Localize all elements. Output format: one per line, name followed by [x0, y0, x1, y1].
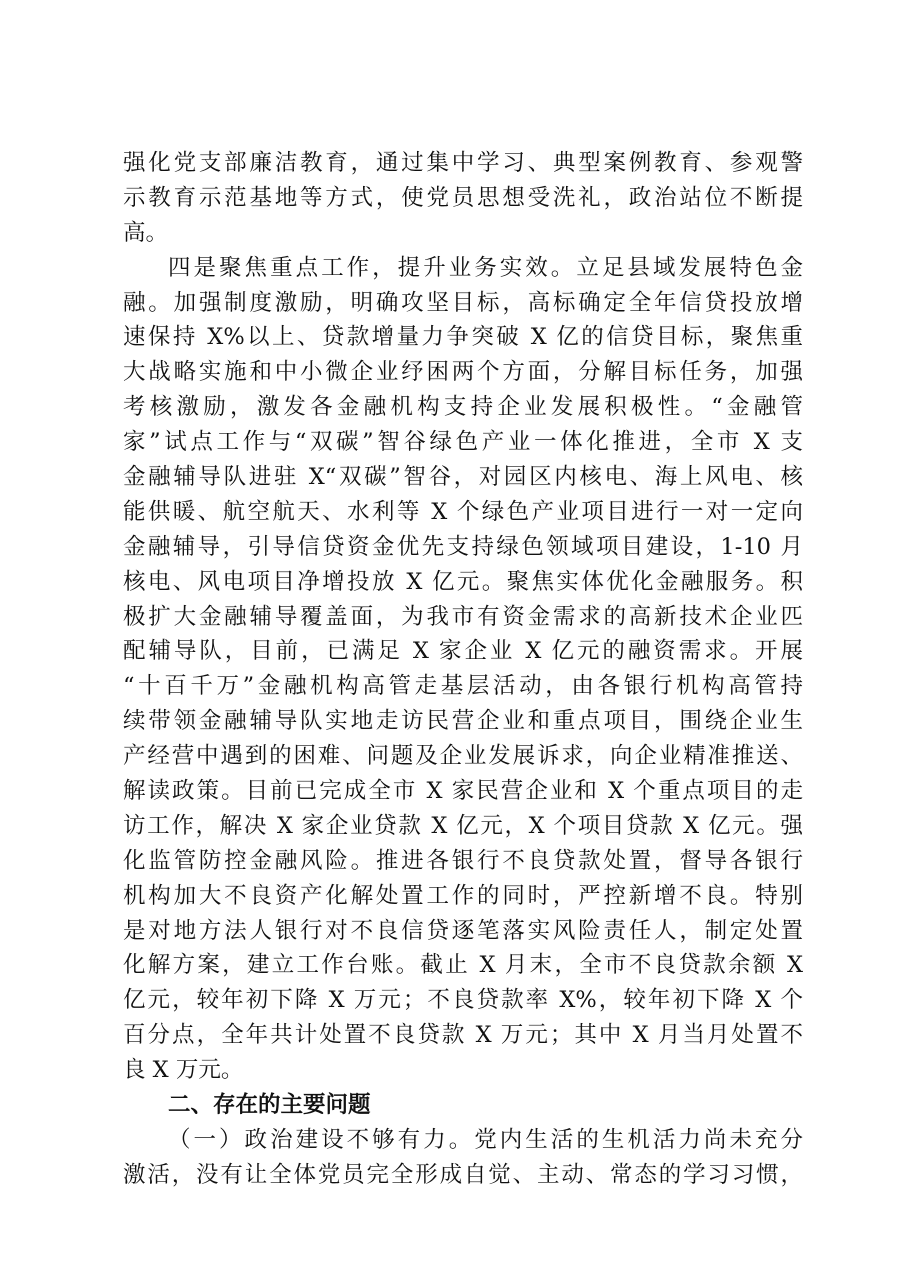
text-line: 激活，没有让全体党员完全形成自觉、主动、常态的学习习惯， [123, 1161, 803, 1188]
text-line: 核电、风电项目净增投放 X 亿元。聚焦实体优化金融服务。积 [123, 568, 803, 595]
paragraph-1 [123, 146, 803, 251]
paragraph-2 [123, 251, 803, 1088]
section-heading [123, 1088, 803, 1123]
text-line: 续带领金融辅导队实地走访民营企业和重点项目，围绕企业生 [123, 708, 803, 735]
text-line: 配辅导队，目前，已满足 X 家企业 X 亿元的融资需求。开展 [123, 638, 803, 665]
text-line: 亿元，较年初下降 X 万元；不良贷款率 X%，较年初下降 X 个 [123, 987, 803, 1014]
text-line: 示教育示范基地等方式，使党员思想受洗礼，政治站位不断提 [123, 184, 803, 211]
text-line: 四是聚焦重点工作，提升业务实效。立足县域发展特色金 [168, 254, 803, 281]
text-line: 访工作，解决 X 家企业贷款 X 亿元，X 个项目贷款 X 亿元。强 [123, 812, 803, 839]
text-line: 解读政策。目前已完成全市 X 家民营企业和 X 个重点项目的走 [123, 778, 803, 805]
text-line: 产经营中遇到的困难、问题及企业发展诉求，向企业精准推送、 [123, 743, 803, 770]
text-line: 化监管防控金融风险。推进各银行不良贷款处置，督导各银行 [123, 847, 803, 874]
paragraph-3 [123, 1123, 803, 1193]
section-heading-text: 二、存在的主要问题 [168, 1092, 371, 1119]
text-line: 良 X 万元。 [123, 1057, 244, 1084]
text-line: 百分点，全年共计处置不良贷款 X 万元；其中 X 月当月处置不 [123, 1022, 803, 1049]
text-line: 金融辅导队进驻 X“双碳”智谷，对园区内核电、海上风电、核 [123, 464, 803, 491]
text-line: 强化党支部廉洁教育，通过集中学习、典型案例教育、参观警 [123, 150, 803, 176]
text-line: “十百千万”金融机构高管走基层活动，由各银行机构高管持 [123, 673, 803, 700]
text-line: 考核激励，激发各金融机构支持企业发展积极性。“金融管 [123, 394, 803, 421]
text-line: 能供暖、航空航天、水利等 X 个绿色产业项目进行一对一定向 [123, 498, 803, 525]
text-line: 家”试点工作与“双碳”智谷绿色产业一体化推进，全市 X 支 [123, 429, 803, 456]
text-line: 是对地方法人银行对不良信贷逐笔落实风险责任人，制定处置 [123, 917, 803, 944]
text-line: 高。 [123, 219, 169, 246]
text-line: 速保持 X%以上、贷款增量力争突破 X 亿的信贷目标，聚焦重 [123, 324, 803, 351]
text-line: 化解方案，建立工作台账。截止 X 月末，全市不良贷款余额 X [123, 952, 803, 979]
text-line: 融。加强制度激励，明确攻坚目标，高标确定全年信贷投放增 [123, 289, 803, 316]
text-line: 极扩大金融辅导覆盖面，为我市有资金需求的高新技术企业匹 [123, 603, 803, 630]
document-body [123, 146, 803, 1193]
text-line: 金融辅导，引导信贷资金优先支持绿色领域项目建设，1-10 月 [123, 533, 803, 560]
text-line: （一）政治建设不够有力。党内生活的生机活力尚未充分 [168, 1126, 803, 1153]
text-line: 机构加大不良资产化解处置工作的同时，严控新增不良。特别 [123, 882, 803, 909]
text-line: 大战略实施和中小微企业纾困两个方面，分解目标任务，加强 [123, 359, 803, 386]
